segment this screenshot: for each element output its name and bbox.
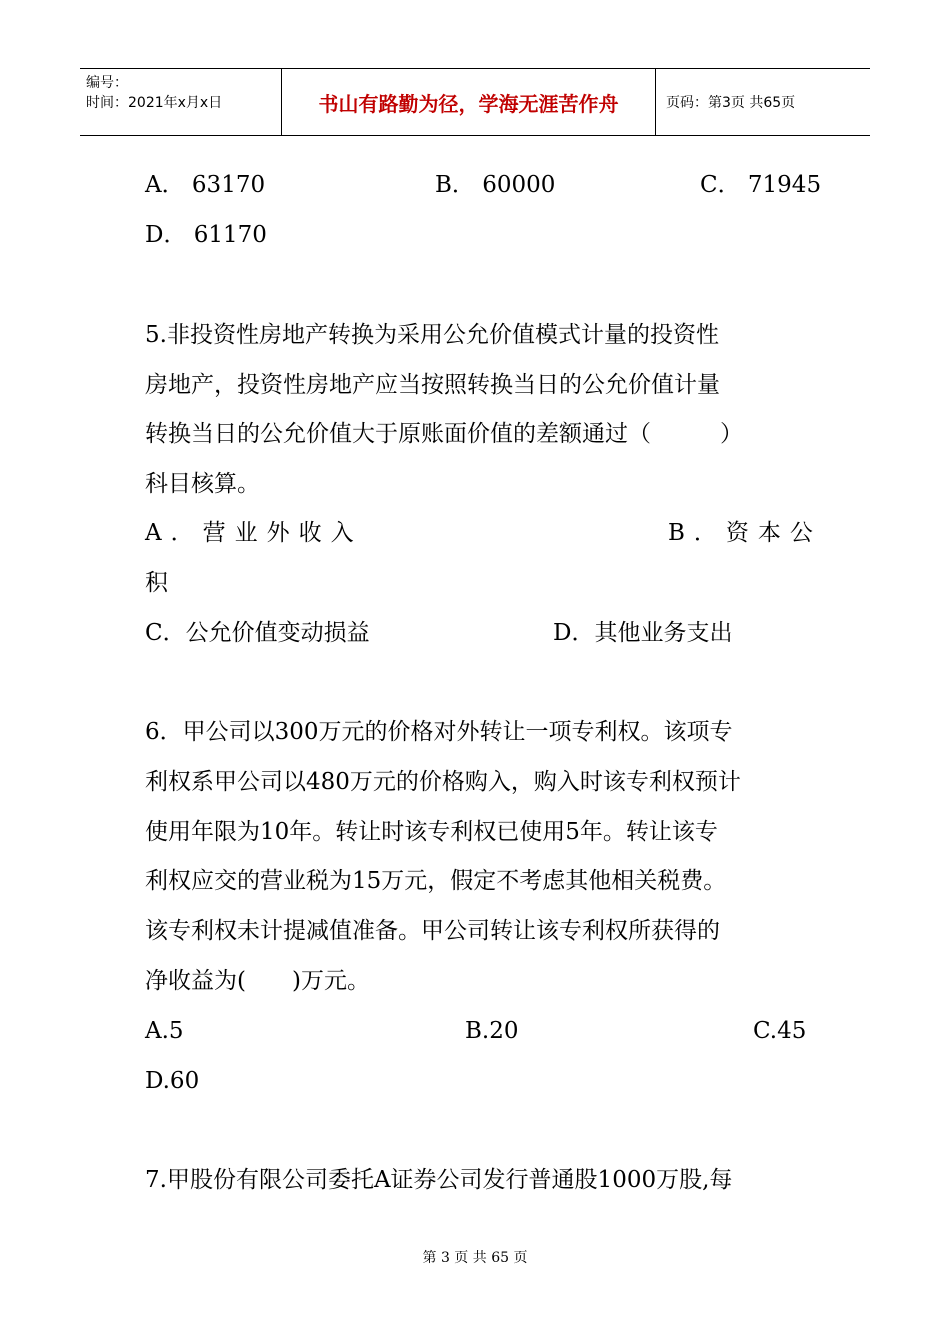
q6-option-c: C.45	[753, 1018, 807, 1044]
q5-line-2: 房地产，投资性房地产应当按照转换当日的公允价值计量	[145, 372, 720, 398]
q5-option-d: D．其他业务支出	[553, 620, 733, 646]
number-label: 编号：	[86, 75, 128, 91]
q5-line-1: 5.非投资性房地产转换为采用公允价值模式计量的投资性	[145, 322, 719, 348]
q6-option-b: B.20	[465, 1018, 519, 1044]
q5-option-a: A．营业外收入	[145, 520, 363, 546]
q4-option-d: D． 61170	[145, 222, 267, 248]
header-meta	[80, 69, 282, 135]
q4-option-c: C． 71945	[700, 172, 822, 198]
time-label: 时间：2021年x月x日	[86, 95, 223, 111]
page-footer: 第 3 页 共 65 页	[422, 1250, 528, 1266]
page-header	[80, 68, 870, 136]
q6-line-6: 净收益为( )万元。	[145, 968, 370, 994]
q6-line-3: 使用年限为10年。转让时该专利权已使用5年。转让该专	[145, 819, 718, 845]
q5-line-4: 科目核算。	[145, 471, 260, 497]
q6-line-2: 利权系甲公司以480万元的价格购入，购入时该专利权预计	[145, 769, 741, 795]
q6-option-a: A.5	[145, 1018, 184, 1044]
q7-line-1: 7.甲股份有限公司委托A证券公司发行普通股1000万股,每	[145, 1167, 733, 1193]
q6-option-d: D.60	[145, 1068, 200, 1094]
q6-line-4: 利权应交的营业税为15万元，假定不考虑其他相关税费。	[145, 868, 727, 894]
q5-option-b-continued: 积	[145, 570, 168, 596]
q4-option-a: A． 63170	[145, 172, 266, 198]
q5-option-c: C．公允价值变动损益	[145, 620, 370, 646]
q6-line-5: 该专利权未计提减值准备。甲公司转让该专利权所获得的	[145, 918, 720, 944]
q5-option-b: B．资本公	[668, 520, 822, 546]
header-motto: 书山有路勤为径，学海无涯苦作舟	[282, 69, 656, 135]
q4-option-b: B． 60000	[435, 172, 556, 198]
q5-line-3: 转换当日的公允价值大于原账面价值的差额通过（ ）	[145, 421, 743, 447]
q6-line-1: 6．甲公司以300万元的价格对外转让一项专利权。该项专	[145, 719, 733, 745]
header-page-info: 页码：第3页 共65页	[666, 95, 796, 111]
